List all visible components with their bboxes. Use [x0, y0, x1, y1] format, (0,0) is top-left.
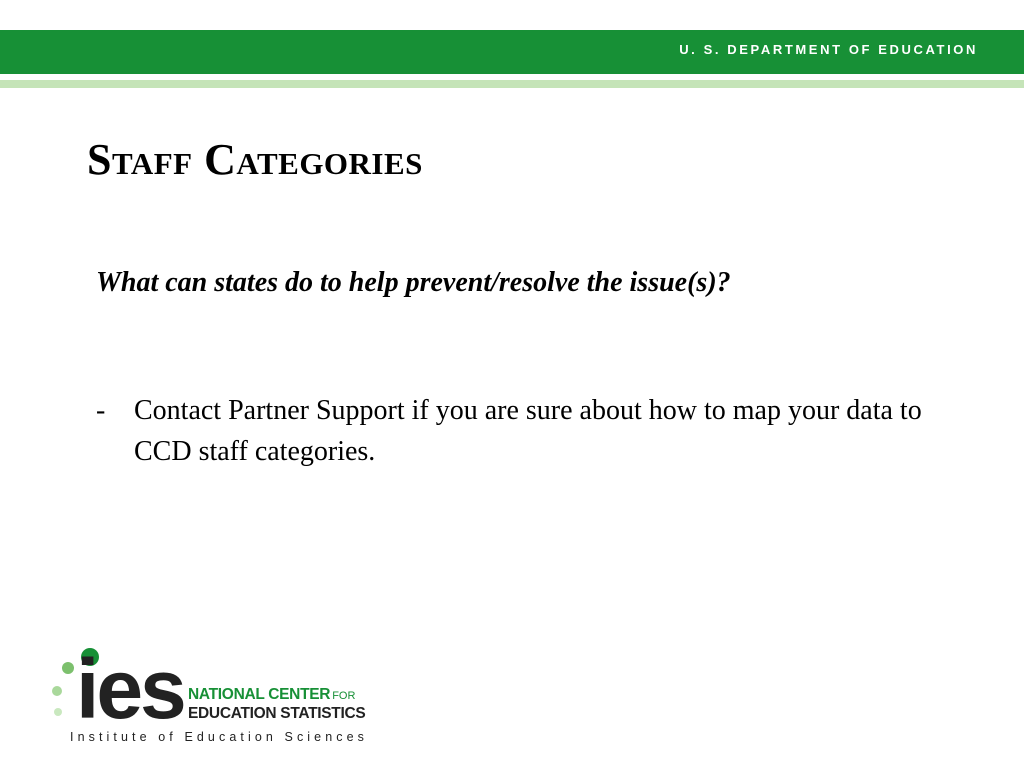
header-stripe — [0, 80, 1024, 88]
logo-name-line1: NATIONAL CENTER — [188, 686, 331, 703]
agency-name: U. S. DEPARTMENT OF EDUCATION — [679, 42, 978, 57]
slide-title: Staff Categories — [87, 135, 423, 184]
header-bar — [0, 30, 1024, 74]
list-item — [96, 390, 956, 472]
bullet-list — [96, 390, 956, 472]
question-text: What can states do to help prevent/resolve the issue(s)? — [96, 267, 731, 298]
logo-subtitle: Institute of Education Sciences — [70, 730, 369, 744]
bullet-text: Contact Partner Support if you are sure about how to map your data to CCD staff categories. — [134, 395, 922, 467]
logo-mark: ies — [76, 642, 184, 736]
logo-dot-icon — [62, 662, 74, 674]
logo-dot-icon — [54, 708, 62, 716]
logo-name-line2: EDUCATION STATISTICS — [188, 705, 366, 722]
bullet-marker: - — [96, 395, 106, 426]
logo-name-for: FOR — [332, 690, 356, 702]
logo-name — [188, 686, 365, 722]
logo-dot-icon — [52, 686, 62, 696]
ies-nces-logo — [48, 644, 393, 750]
